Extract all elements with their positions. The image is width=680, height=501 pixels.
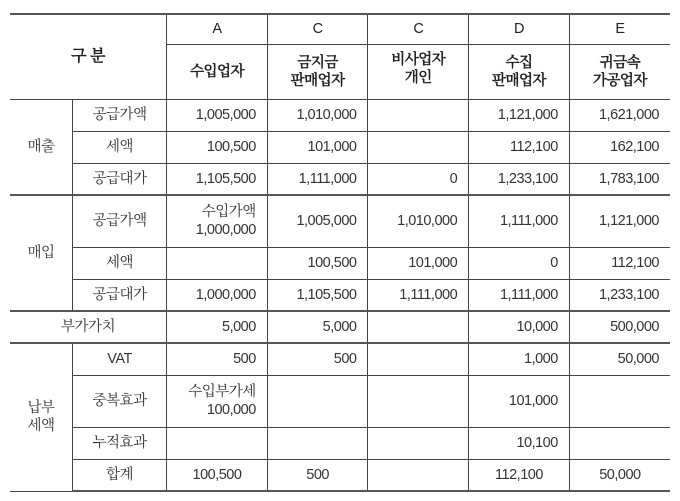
- value-cell: 1,111,000: [267, 163, 368, 195]
- value-cell: 500: [267, 343, 368, 375]
- value-cell: 1,105,500: [167, 163, 268, 195]
- value-cell: 1,111,000: [469, 279, 570, 311]
- row-label: 공급대가: [73, 163, 167, 195]
- value-cell: 1,783,100: [569, 163, 670, 195]
- value-cell: 50,000: [569, 343, 670, 375]
- value-cell: [167, 427, 268, 459]
- value-cell: 101,000: [267, 131, 368, 163]
- value-cell: 5,000: [167, 311, 268, 343]
- column-code: D: [469, 14, 570, 44]
- column-name: 비사업자 개인: [368, 44, 469, 99]
- category-header: 구 분: [10, 14, 167, 99]
- value-cell: [368, 99, 469, 131]
- column-name: 귀금속 가공업자: [569, 44, 670, 99]
- table-row: [10, 427, 670, 459]
- column-code: E: [569, 14, 670, 44]
- value-cell: [368, 131, 469, 163]
- column-name: 수집 판매업자: [469, 44, 570, 99]
- table-row: [10, 279, 670, 311]
- group-label: 매입: [10, 195, 73, 311]
- value-cell: 1,000,000: [167, 279, 268, 311]
- value-cell: 0: [469, 247, 570, 279]
- table-row: [10, 163, 670, 195]
- value-cell: 500,000: [569, 311, 670, 343]
- row-label: 세액: [73, 131, 167, 163]
- value-cell: 1,111,000: [469, 195, 570, 247]
- value-cell: 112,100: [569, 247, 670, 279]
- value-cell: 1,111,000: [368, 279, 469, 311]
- value-cell: [569, 375, 670, 427]
- value-cell: [368, 375, 469, 427]
- value-cell: 1,005,000: [167, 99, 268, 131]
- value-cell: [368, 427, 469, 459]
- value-cell: 500: [167, 343, 268, 375]
- table-row: [10, 247, 670, 279]
- column-name: 수입업자: [167, 44, 268, 99]
- vat-comparison-table: [10, 13, 670, 492]
- table-row: [10, 99, 670, 131]
- value-cell: 100,500: [167, 459, 268, 491]
- group-label: 매출: [10, 99, 73, 195]
- value-cell: [569, 427, 670, 459]
- value-cell: 1,105,500: [267, 279, 368, 311]
- table-body: [10, 99, 670, 491]
- value-cell: 10,000: [469, 311, 570, 343]
- value-cell: 1,000: [469, 343, 570, 375]
- row-label: 세액: [73, 247, 167, 279]
- table-header: [10, 14, 670, 99]
- value-cell: 112,100: [469, 459, 570, 491]
- value-cell: 10,100: [469, 427, 570, 459]
- table-row: [10, 311, 670, 343]
- value-cell: 0: [368, 163, 469, 195]
- table-row: [10, 343, 670, 375]
- value-cell: 1,233,100: [569, 279, 670, 311]
- value-cell: 100,500: [267, 247, 368, 279]
- row-label: 공급대가: [73, 279, 167, 311]
- row-label: 공급가액: [73, 99, 167, 131]
- table-row: [10, 195, 670, 247]
- value-cell: 수입부가세 100,000: [167, 375, 268, 427]
- value-cell: 5,000: [267, 311, 368, 343]
- group-label: 납부 세액: [10, 343, 73, 491]
- row-label: 누적효과: [73, 427, 167, 459]
- table-row: [10, 131, 670, 163]
- column-name: 금지금 판매업자: [267, 44, 368, 99]
- value-cell: 1,621,000: [569, 99, 670, 131]
- value-cell: 1,121,000: [469, 99, 570, 131]
- value-cell: 112,100: [469, 131, 570, 163]
- value-cell: 1,005,000: [267, 195, 368, 247]
- row-label: 중복효과: [73, 375, 167, 427]
- value-cell: 162,100: [569, 131, 670, 163]
- value-cell: 50,000: [569, 459, 670, 491]
- table-row: [10, 375, 670, 427]
- column-code: C: [368, 14, 469, 44]
- value-cell: [368, 343, 469, 375]
- value-cell: 101,000: [368, 247, 469, 279]
- row-label: 합계: [73, 459, 167, 491]
- row-label: 부가가치: [10, 311, 167, 343]
- value-cell: 500: [267, 459, 368, 491]
- value-cell: 1,233,100: [469, 163, 570, 195]
- column-code: A: [167, 14, 268, 44]
- row-label: VAT: [73, 343, 167, 375]
- value-cell: 1,121,000: [569, 195, 670, 247]
- value-cell: 101,000: [469, 375, 570, 427]
- table-row: [10, 459, 670, 491]
- value-cell: 수입가액 1,000,000: [167, 195, 268, 247]
- value-cell: [267, 375, 368, 427]
- value-cell: [267, 427, 368, 459]
- value-cell: 1,010,000: [267, 99, 368, 131]
- value-cell: 1,010,000: [368, 195, 469, 247]
- column-code: C: [267, 14, 368, 44]
- value-cell: 100,500: [167, 131, 268, 163]
- value-cell: [368, 311, 469, 343]
- row-label: 공급가액: [73, 195, 167, 247]
- value-cell: [167, 247, 268, 279]
- value-cell: [368, 459, 469, 491]
